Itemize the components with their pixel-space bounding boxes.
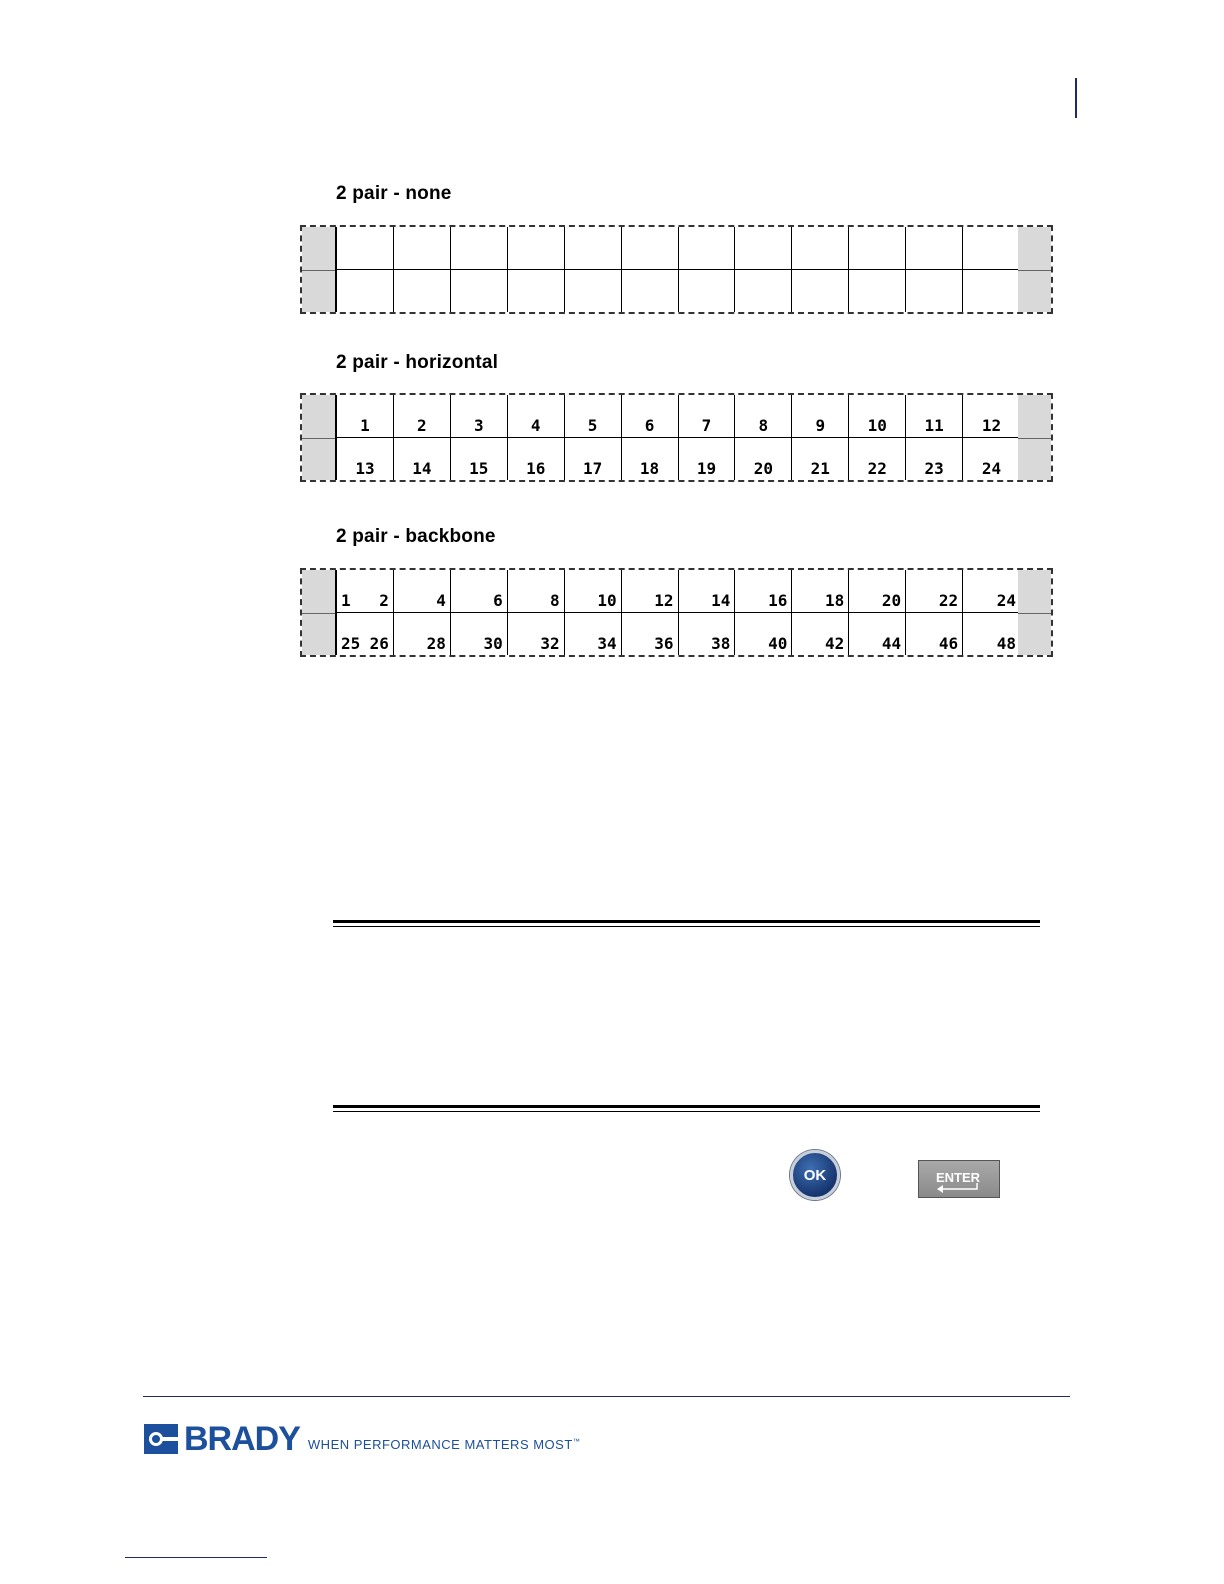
label-cell (849, 570, 906, 613)
strip-right-tab (1018, 395, 1051, 480)
cell-number: 10 (597, 590, 617, 610)
label-cell (337, 570, 394, 613)
cell-number: 11 (924, 415, 944, 435)
label-grid (335, 227, 1022, 312)
cell-number: 6 (493, 590, 503, 610)
label-cell (394, 438, 451, 481)
enter-key[interactable] (918, 1160, 1000, 1198)
label-cell (792, 227, 849, 270)
cell-number: 14 (412, 459, 432, 478)
label-cell (735, 570, 792, 613)
label-cell (622, 570, 679, 613)
strip-left-tab (302, 227, 335, 312)
footer-link-underline (125, 1557, 267, 1558)
cell-number: 15 (469, 459, 489, 478)
label-strip-horizontal (300, 393, 1053, 482)
cell-number: 40 (768, 634, 788, 653)
label-cell (735, 270, 792, 313)
label-cell (679, 395, 736, 438)
enter-arrow-icon (935, 1183, 979, 1193)
footer-divider (143, 1396, 1070, 1397)
label-cell (337, 395, 394, 438)
label-cell (679, 270, 736, 313)
cell-number: 10 (867, 415, 887, 435)
cell-number: 46 (938, 634, 959, 653)
label-cell (849, 227, 906, 270)
cell-number: 8 (550, 590, 560, 610)
label-cell (451, 270, 508, 313)
cell-number: 3 (473, 415, 484, 435)
label-cell (792, 270, 849, 313)
label-cell (906, 270, 963, 313)
cell-number: 16 (526, 459, 546, 478)
cell-number: 4 (436, 590, 446, 610)
label-cell (735, 438, 792, 481)
caption-pair-horizontal: 2 pair - horizontal (336, 352, 499, 373)
enter-key-label: ENTER (936, 1170, 981, 1185)
label-cell (849, 270, 906, 313)
label-cell (508, 613, 565, 656)
cell-number: 42 (824, 634, 845, 653)
label-cell (679, 227, 736, 270)
cell-number: 32 (540, 634, 560, 653)
cell-number: 9 (815, 415, 826, 435)
cell-number: 38 (711, 634, 731, 653)
label-cell (565, 570, 622, 613)
cell-number: 1 (341, 590, 351, 610)
cell-number: 2 (417, 415, 427, 435)
cell-number: 22 (867, 459, 887, 478)
label-cell (963, 438, 1020, 481)
label-cell (792, 570, 849, 613)
cell-number: 30 (483, 634, 503, 653)
cell-number: 17 (582, 459, 603, 478)
cell-number: 5 (587, 415, 598, 435)
cell-number: 7 (701, 415, 712, 435)
label-cell (508, 438, 565, 481)
cell-number: 16 (768, 590, 788, 610)
tagline-text: WHEN PERFORMANCE MATTERS MOST (307, 1437, 573, 1452)
cell-number: 2 (379, 590, 389, 610)
label-strip-backbone (300, 568, 1053, 657)
cell-number: 8 (758, 415, 769, 435)
label-cell (849, 395, 906, 438)
label-cell (963, 395, 1020, 438)
cell-number: 22 (938, 590, 959, 610)
label-cell (337, 613, 394, 656)
label-cell (622, 613, 679, 656)
ok-button[interactable] (790, 1150, 840, 1200)
cell-number: 23 (924, 459, 944, 478)
cell-number: 44 (881, 634, 902, 653)
label-cell (565, 227, 622, 270)
cell-number: 25 (341, 634, 361, 653)
label-cell (679, 438, 736, 481)
label-cell (565, 438, 622, 481)
brady-mark-icon (144, 1424, 178, 1454)
cell-number: 24 (981, 459, 1002, 478)
cell-number: 19 (696, 459, 717, 478)
cell-number: 12 (654, 590, 674, 610)
strip-left-tab (302, 395, 335, 480)
label-cell (963, 270, 1020, 313)
cell-number: 34 (597, 634, 617, 653)
label-cell (394, 270, 451, 313)
brand-name: BRADY (184, 1420, 300, 1458)
cell-number: 1 (360, 415, 370, 435)
label-cell (792, 438, 849, 481)
label-cell (622, 227, 679, 270)
label-cell (849, 438, 906, 481)
label-cell (451, 227, 508, 270)
label-cell (394, 613, 451, 656)
label-strip-none (300, 225, 1053, 314)
label-cell (679, 570, 736, 613)
strip-right-tab (1018, 570, 1051, 655)
label-cell (963, 613, 1020, 656)
label-cell (906, 438, 963, 481)
cell-number: 36 (654, 634, 674, 653)
label-cell (508, 570, 565, 613)
brand-tagline (308, 1437, 580, 1452)
cell-number: 20 (753, 459, 773, 478)
label-cell (565, 395, 622, 438)
label-cell (622, 270, 679, 313)
label-cell (849, 613, 906, 656)
label-cell (679, 613, 736, 656)
ok-button-label: OK (803, 1166, 827, 1184)
cell-number: 12 (981, 415, 1002, 435)
caption-pair-none: 2 pair - none (336, 183, 452, 204)
label-cell (394, 227, 451, 270)
label-cell (963, 570, 1020, 613)
label-cell (451, 613, 508, 656)
cell-number: 48 (996, 634, 1016, 653)
note-top-rule (333, 920, 1040, 927)
margin-change-bar (1075, 78, 1077, 118)
label-cell (451, 438, 508, 481)
label-cell (508, 270, 565, 313)
label-grid (335, 570, 1022, 655)
brady-logo (144, 1420, 581, 1458)
cell-number: 18 (639, 459, 660, 478)
label-cell (565, 613, 622, 656)
label-cell (622, 395, 679, 438)
label-cell (508, 395, 565, 438)
label-cell (394, 570, 451, 613)
cell-number: 21 (810, 459, 830, 478)
cell-number: 18 (824, 590, 845, 610)
label-cell (508, 227, 565, 270)
label-cell (735, 227, 792, 270)
cell-number: 4 (530, 415, 541, 435)
label-cell (906, 395, 963, 438)
label-grid (335, 395, 1022, 480)
cell-number: 28 (426, 634, 446, 653)
label-cell (735, 395, 792, 438)
cell-number: 20 (881, 590, 902, 610)
label-cell (451, 395, 508, 438)
cell-number: 14 (711, 590, 731, 610)
label-cell (565, 270, 622, 313)
caption-pair-backbone: 2 pair - backbone (336, 526, 496, 547)
trademark-mark: ™ (572, 1438, 581, 1446)
label-cell (394, 395, 451, 438)
label-cell (792, 613, 849, 656)
label-cell (906, 613, 963, 656)
cell-number: 26 (369, 634, 389, 653)
strip-left-tab (302, 570, 335, 655)
note-bottom-rule (333, 1105, 1040, 1112)
label-cell (792, 395, 849, 438)
label-cell (622, 438, 679, 481)
label-cell (963, 227, 1020, 270)
label-cell (906, 227, 963, 270)
cell-number: 6 (644, 415, 655, 435)
label-cell (451, 570, 508, 613)
label-cell (906, 570, 963, 613)
cell-number: 13 (355, 459, 375, 478)
label-cell (735, 613, 792, 656)
label-cell (337, 438, 394, 481)
cell-number: 24 (996, 590, 1016, 610)
label-cell (337, 270, 394, 313)
strip-right-tab (1018, 227, 1051, 312)
label-cell (337, 227, 394, 270)
